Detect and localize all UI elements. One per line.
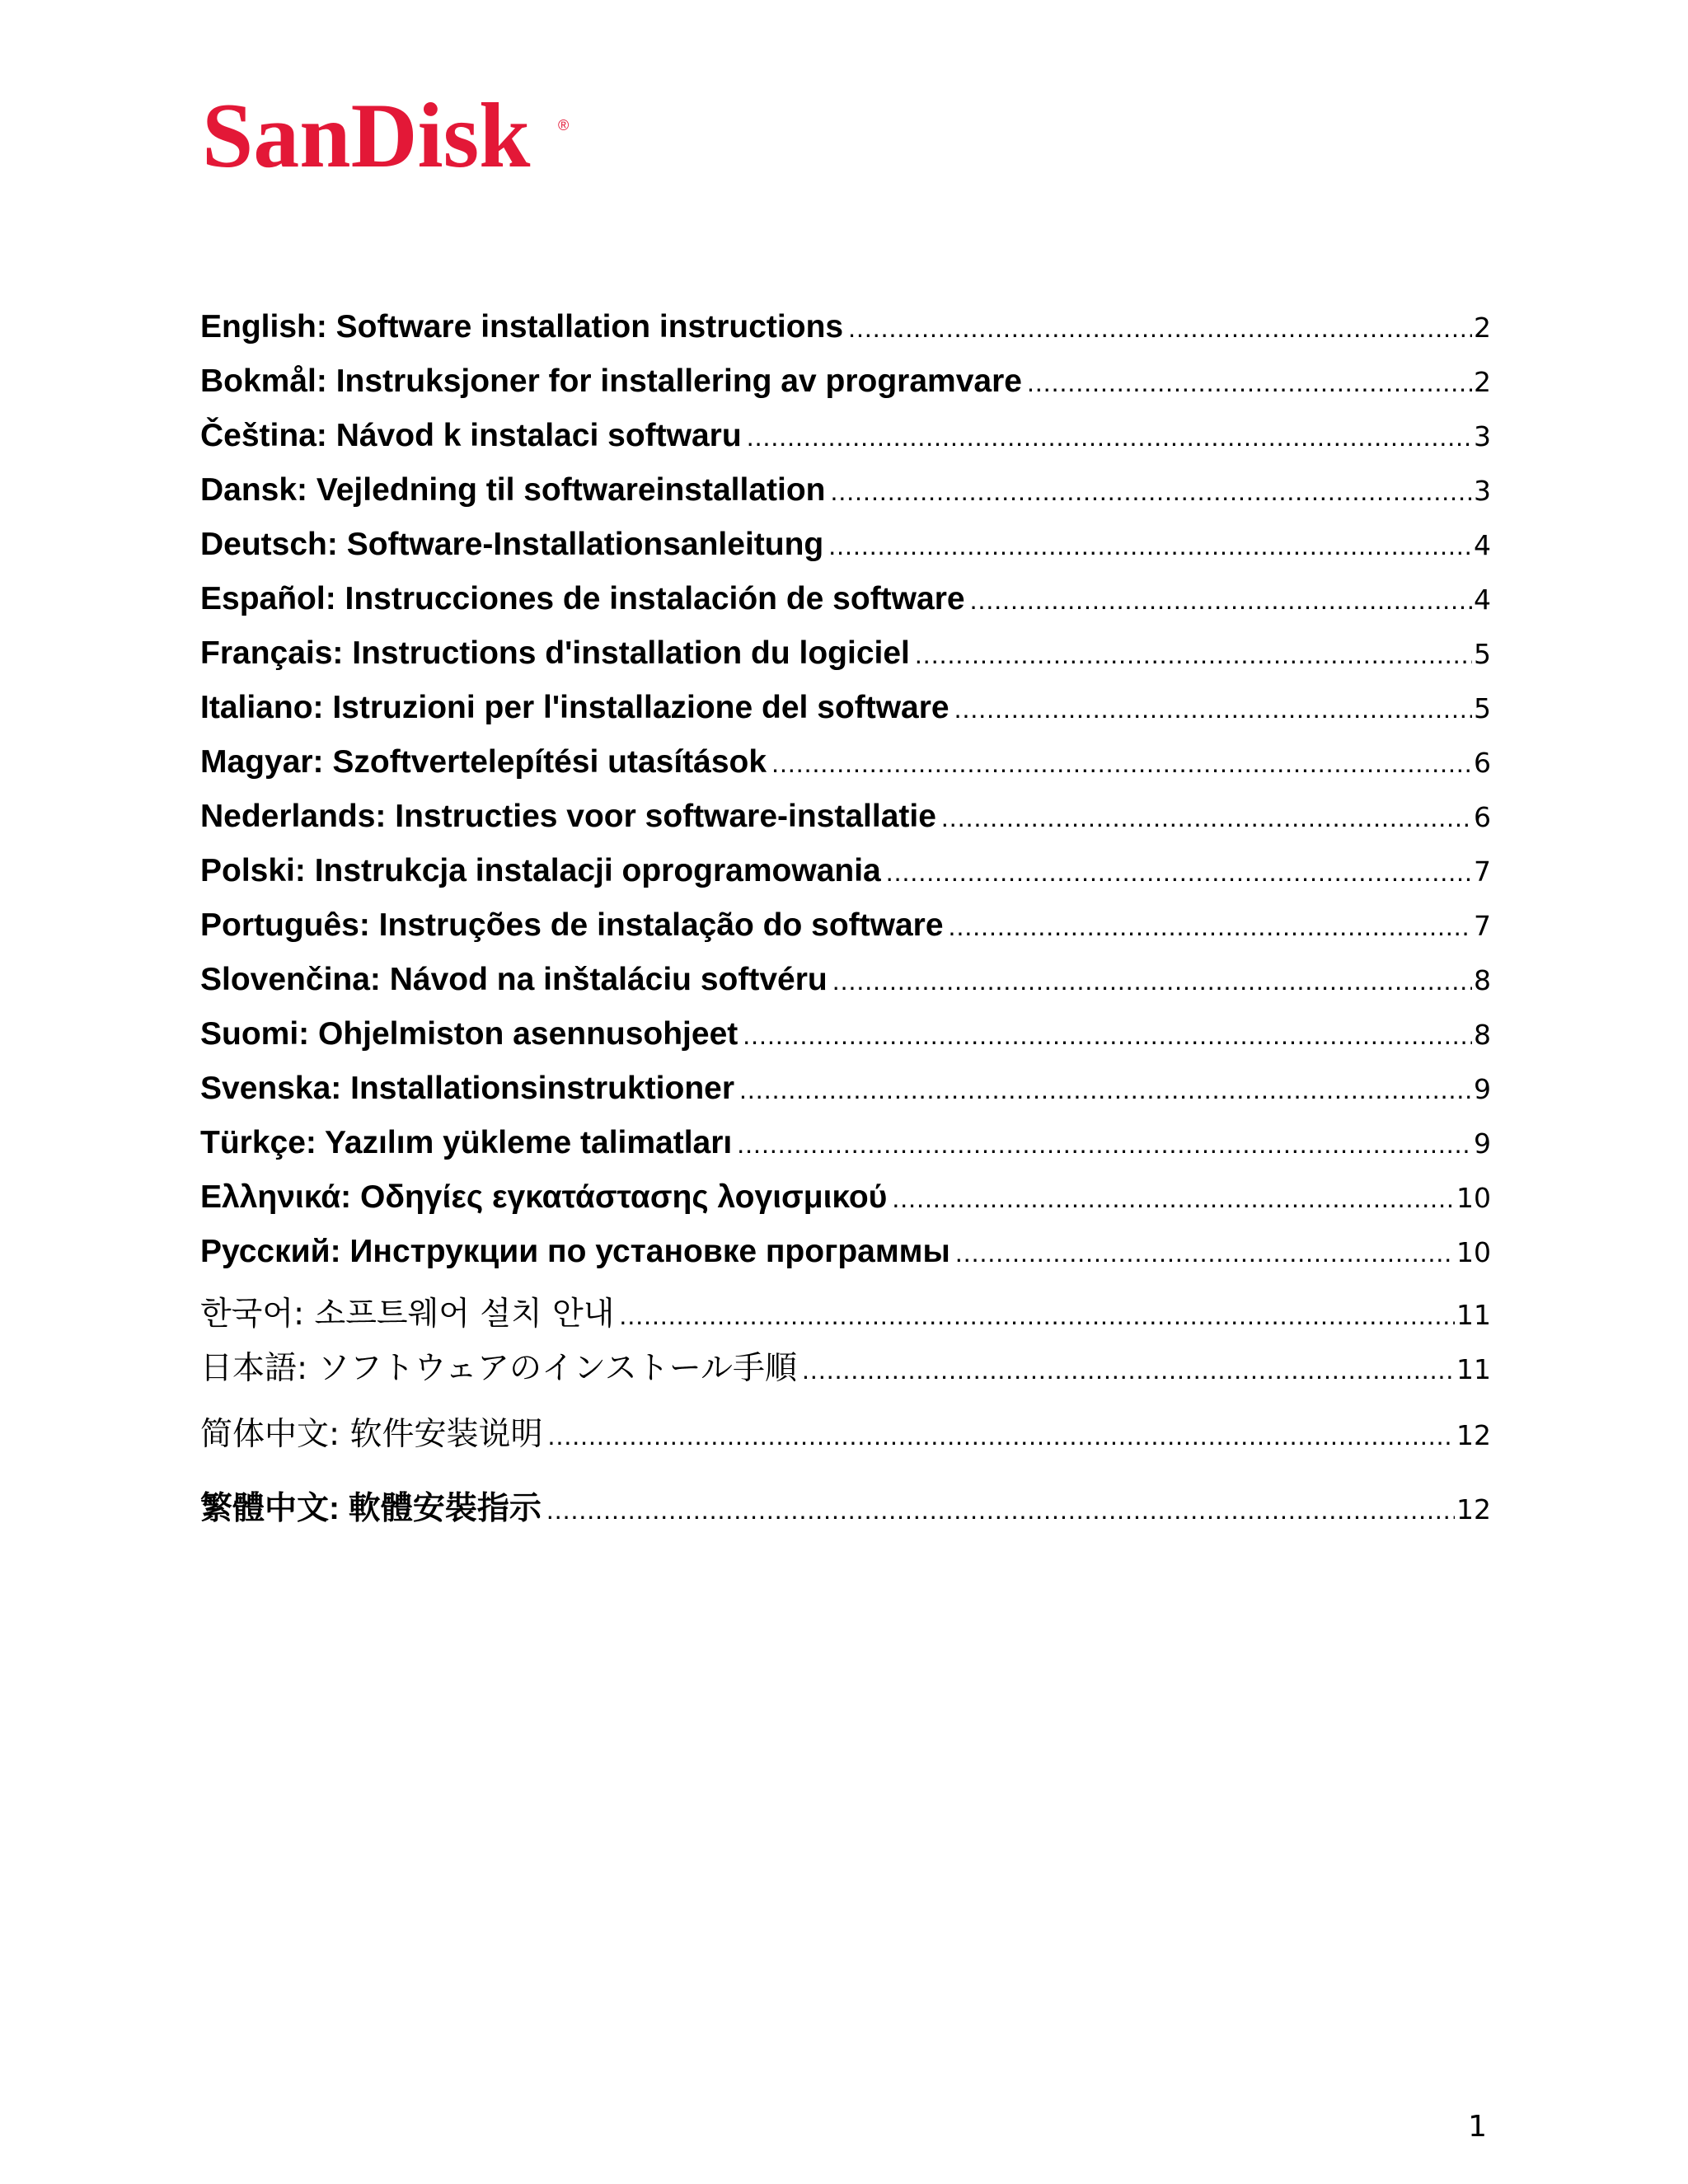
toc-entry-title: Türkçe: Yazılım yükleme talimatları [200, 1125, 733, 1160]
toc-leader-dots [619, 1301, 1455, 1331]
toc-entry-page: 10 [1456, 1236, 1491, 1268]
toc-entry-bokmal[interactable] [200, 363, 1491, 418]
toc-entry-page: 9 [1474, 1073, 1491, 1105]
toc-entry-page: 4 [1474, 529, 1491, 561]
toc-entry-page: 8 [1474, 964, 1491, 996]
toc-entry-title: Deutsch: Software-Installationsanleitung [200, 527, 824, 562]
toc-entry-title: Dansk: Vejledning til softwareinstallation [200, 472, 826, 508]
toc-leader-dots [802, 1355, 1455, 1385]
toc-entry-page: 12 [1456, 1493, 1491, 1526]
toc-leader-dots [739, 1075, 1472, 1105]
toc-entry-dansk[interactable] [200, 472, 1491, 527]
toc-entry-title: Slovenčina: Návod na inštaláciu softvéru [200, 962, 828, 997]
toc-entry-page: 6 [1474, 801, 1491, 833]
toc-entry-page: 8 [1474, 1019, 1491, 1051]
toc-entry-page: 5 [1474, 692, 1491, 724]
toc-leader-dots [548, 1421, 1455, 1451]
toc-entry-page: 3 [1474, 475, 1491, 507]
toc-leader-dots [737, 1129, 1472, 1160]
toc-entry-japanese[interactable] [200, 1343, 1491, 1408]
page-number: 1 [1468, 2110, 1487, 2144]
table-of-contents [200, 309, 1491, 1537]
toc-entry-page: 5 [1474, 638, 1491, 670]
toc-entry-espanol[interactable] [200, 581, 1491, 635]
toc-entry-title: Português: Instruções de instalação do software [200, 907, 944, 943]
toc-entry-page: 6 [1474, 747, 1491, 779]
toc-entry-simplified-chinese[interactable] [200, 1408, 1491, 1483]
toc-leader-dots [771, 748, 1472, 779]
logo-wordmark: SanDisk [202, 85, 531, 187]
toc-entry-russkiy[interactable] [200, 1234, 1491, 1288]
toc-entry-ellinika[interactable] [200, 1179, 1491, 1234]
toc-entry-title: Polski: Instrukcja instalacji oprogramowania [200, 853, 881, 888]
toc-leader-dots [546, 1495, 1455, 1526]
toc-leader-dots [832, 966, 1472, 996]
toc-entry-title: Русский: Инструкции по установке программы [200, 1234, 950, 1269]
toc-entry-italiano[interactable] [200, 690, 1491, 744]
toc-leader-dots [915, 640, 1472, 670]
sandisk-logo [202, 82, 589, 190]
toc-entry-title: 한국어: 소프트웨어 설치 안내 [200, 1296, 615, 1333]
toc-entry-page: 10 [1456, 1182, 1491, 1214]
toc-entry-page: 2 [1474, 312, 1491, 344]
toc-entry-title: Español: Instrucciones de instalación de software [200, 581, 965, 616]
toc-entry-title: Bokmål: Instruksjoner for installering av programvare [200, 363, 1022, 399]
toc-entry-title: 简体中文: 软件安装说明 [200, 1416, 543, 1453]
toc-leader-dots [949, 912, 1472, 942]
toc-entry-suomi[interactable] [200, 1016, 1491, 1071]
toc-entry-page: 2 [1474, 366, 1491, 398]
toc-leader-dots [941, 803, 1472, 833]
toc-entry-title: Nederlands: Instructies voor software-installatie [200, 799, 936, 834]
toc-leader-dots [970, 585, 1472, 616]
toc-entry-page: 4 [1474, 583, 1491, 616]
toc-entry-english[interactable] [200, 309, 1491, 363]
toc-entry-deutsch[interactable] [200, 527, 1491, 581]
toc-entry-page: 7 [1474, 910, 1491, 942]
registered-mark: ® [558, 117, 570, 134]
toc-leader-dots [747, 422, 1472, 452]
toc-entry-title: Svenska: Installationsinstruktioner [200, 1071, 735, 1106]
toc-entry-title: 日本語: ソフトウェアのインストール手順 [200, 1350, 798, 1387]
toc-leader-dots [886, 857, 1472, 888]
toc-entry-magyar[interactable] [200, 744, 1491, 799]
toc-entry-page: 9 [1474, 1127, 1491, 1160]
toc-entry-francais[interactable] [200, 635, 1491, 690]
toc-entry-title: Ελληνικά: Οδηγίες εγκατάστασης λογισμικού [200, 1179, 888, 1215]
toc-entry-title: Magyar: Szoftvertelepítési utasítások [200, 744, 767, 780]
toc-entry-title: English: Software installation instructions [200, 309, 844, 344]
toc-leader-dots [1027, 368, 1472, 398]
toc-entry-page: 7 [1474, 855, 1491, 888]
toc-entry-korean[interactable] [200, 1288, 1491, 1343]
toc-entry-page: 11 [1456, 1299, 1491, 1331]
toc-entry-turkce[interactable] [200, 1125, 1491, 1179]
toc-leader-dots [892, 1183, 1455, 1214]
toc-leader-dots [828, 531, 1472, 561]
toc-entry-title: Suomi: Ohjelmiston asennusohjeet [200, 1016, 738, 1052]
toc-entry-title: Čeština: Návod k instalaci softwaru [200, 418, 742, 453]
toc-leader-dots [743, 1020, 1472, 1051]
toc-entry-page: 11 [1456, 1353, 1491, 1385]
toc-entry-title: Italiano: Istruzioni per l'installazione del software [200, 690, 950, 725]
toc-entry-svenska[interactable] [200, 1071, 1491, 1125]
toc-entry-portugues[interactable] [200, 907, 1491, 962]
toc-leader-dots [830, 476, 1472, 507]
toc-leader-dots [848, 313, 1472, 344]
toc-entry-title: 繁體中文: 軟體安裝指示 [200, 1491, 542, 1526]
toc-entry-polski[interactable] [200, 853, 1491, 907]
toc-entry-page: 3 [1474, 420, 1491, 452]
toc-leader-dots [954, 694, 1472, 724]
toc-entry-title: Français: Instructions d'installation du logiciel [200, 635, 910, 671]
toc-leader-dots [955, 1238, 1455, 1268]
toc-entry-page: 12 [1456, 1419, 1491, 1451]
toc-entry-slovencina[interactable] [200, 962, 1491, 1016]
toc-entry-nederlands[interactable] [200, 799, 1491, 853]
toc-entry-cestina[interactable] [200, 418, 1491, 472]
toc-entry-traditional-chinese[interactable] [200, 1483, 1491, 1537]
